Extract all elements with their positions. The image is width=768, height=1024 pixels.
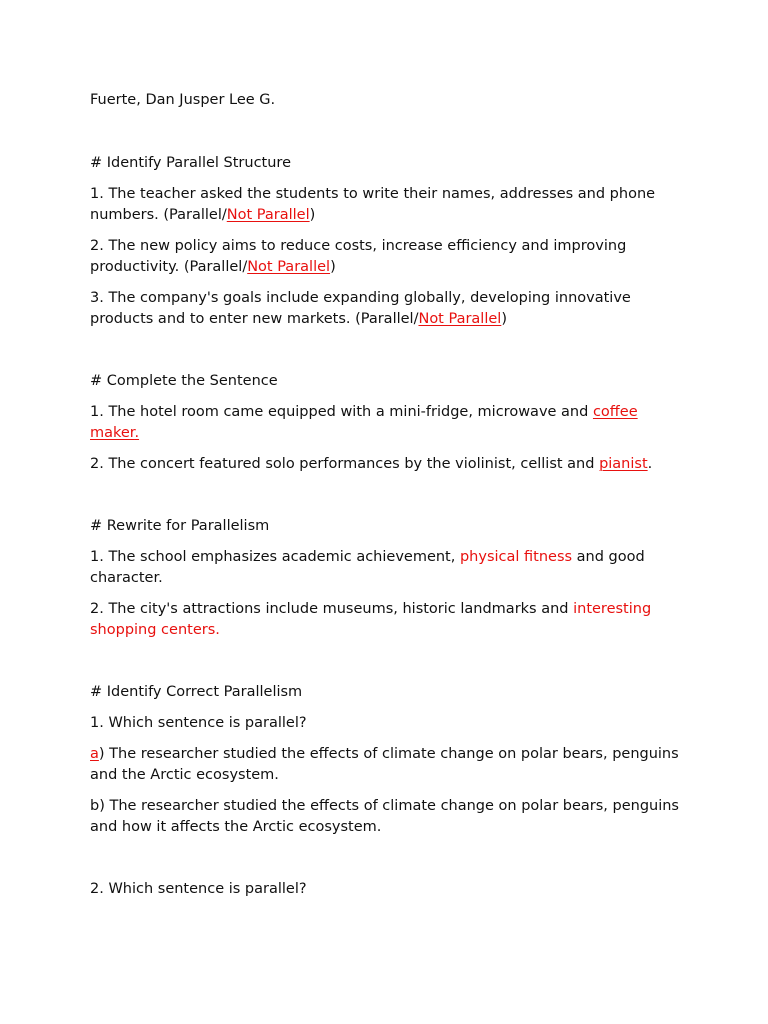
item-text: 2. The concert featured solo performances by the violinist, cellist and: [90, 456, 600, 472]
question-text: 2. Which sentence is parallel?: [90, 881, 307, 897]
list-item: [90, 547, 690, 589]
item-suffix: ): [309, 207, 316, 223]
list-item: [90, 288, 690, 330]
item-suffix: .: [647, 456, 653, 472]
section-heading-complete-sentence: # Complete the Sentence: [90, 373, 278, 389]
list-item: [90, 236, 690, 278]
option-a-letter: a: [90, 746, 99, 762]
answer-text: Not Parallel: [226, 207, 310, 223]
answer-text: interesting shopping centers.: [90, 601, 652, 638]
item-suffix: ): [330, 259, 336, 275]
list-item: [90, 402, 690, 444]
item-text: 1. The hotel room came equipped with a mini-fridge, microwave and: [90, 404, 593, 420]
author-name: Fuerte, Dan Jusper Lee G.: [90, 92, 276, 108]
answer-text: pianist: [599, 456, 648, 472]
document-page: [90, 90, 690, 910]
item-suffix: and good character.: [90, 549, 645, 586]
answer-text: Not Parallel: [247, 259, 331, 275]
list-item: [90, 599, 690, 641]
option-b: b) The researcher studied the effects of climate change on polar bears, penguins and how it affects the Arctic ecosystem.: [90, 798, 679, 835]
item-text: 2. The new policy aims to reduce costs, increase efficiency and improving productivity. (Parallel/: [90, 238, 627, 275]
answer-text: Not Parallel: [418, 311, 502, 327]
option-a: [90, 744, 690, 786]
item-suffix: .: [134, 425, 140, 441]
answer-text: coffee maker: [90, 404, 638, 441]
item-text: 1. The school emphasizes academic achievement,: [90, 549, 460, 565]
list-item: [90, 454, 690, 475]
item-text: 2. The city's attractions include museums, historic landmarks and: [90, 601, 574, 617]
section-heading-identify-parallel: # Identify Parallel Structure: [90, 155, 291, 171]
item-text: 1. The teacher asked the students to write their names, addresses and phone numbers. (Parallel/: [90, 186, 656, 223]
section-heading-correct-parallelism: # Identify Correct Parallelism: [90, 684, 303, 700]
list-item: [90, 184, 690, 226]
option-a-text: ) The researcher studied the effects of climate change on polar bears, penguins and the Arctic ecosystem.: [90, 746, 679, 783]
item-text: 3. The company's goals include expanding globally, developing innovative products and to enter new markets. (Parallel/: [90, 290, 631, 327]
item-suffix: ): [501, 311, 507, 327]
answer-text: physical fitness: [459, 549, 573, 565]
question-text: 1. Which sentence is parallel?: [90, 715, 307, 731]
section-heading-rewrite-parallelism: # Rewrite for Parallelism: [90, 518, 270, 534]
